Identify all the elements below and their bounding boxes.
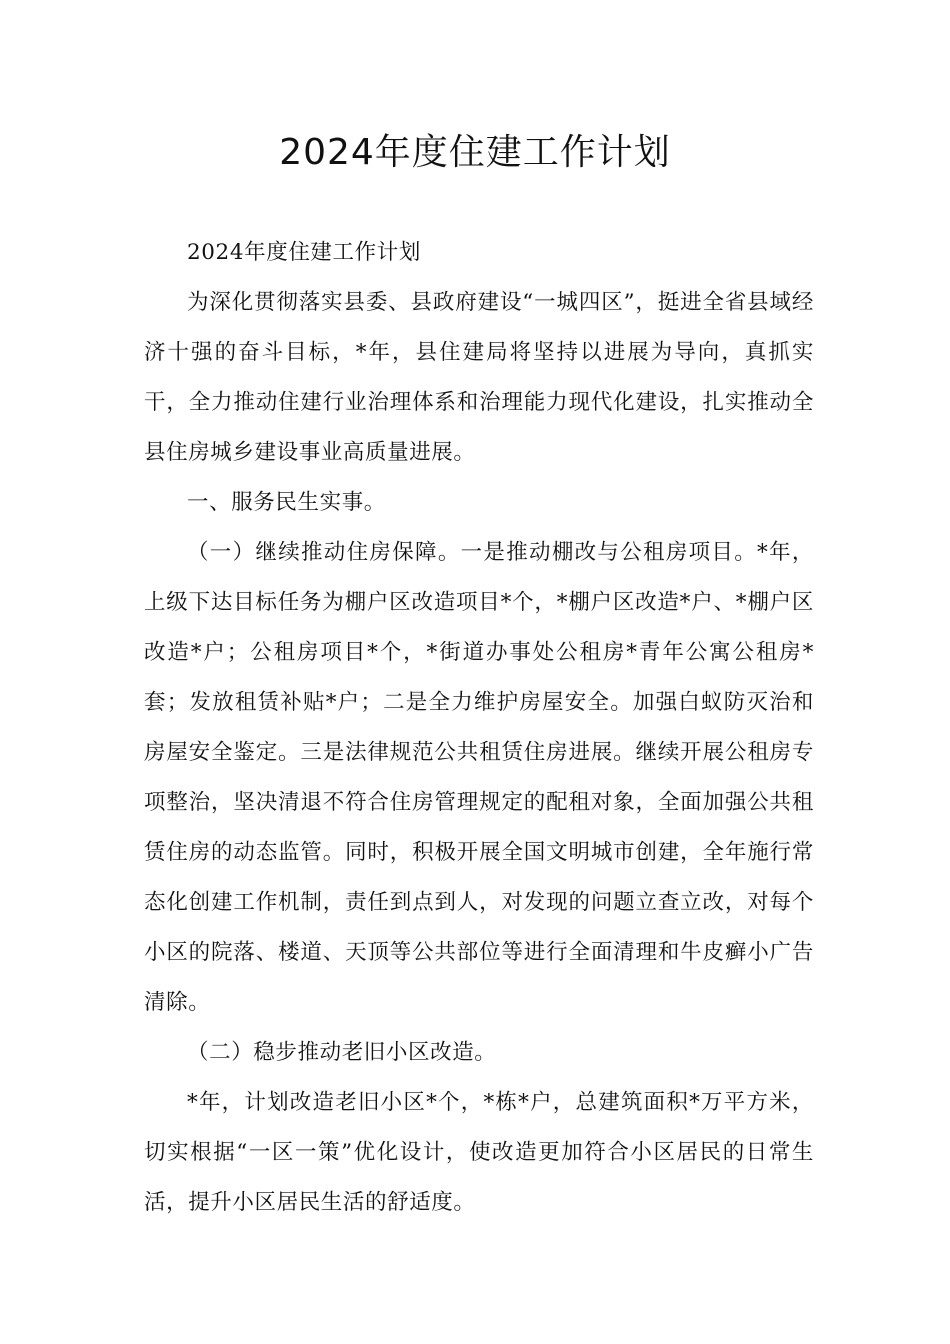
document-body [144,228,814,1228]
paragraph-subtitle: 2024年度住建工作计划 [187,240,421,265]
document-title: 2024年度住建工作计划 [279,132,671,173]
paragraph-housing-security: （一）继续推动住房保障。一是推动棚改与公租房项目。*年，上级下达目标任务为棚户区改造项目*个，*棚户区改造*户、*棚户区改造*户；公租房项目*个，*街道办事处公租房*青年公寓公租房*套；发放租赁补贴*户；二是全力维护房屋安全。加强白蚁防灭治和房屋安全鉴定。三是法律规范公共租赁住房进展。继续开展公租房专项整治，坚决清退不符合住房管理规定的配租对象，全面加强公共租赁住房的动态监管。同时，积极开展全国文明城市创建，全年施行常态化创建工作机制，责任到点到人，对发现的问题立查立改，对每个小区的院落、楼道、天顶等公共部位等进行全面清理和牛皮癣小广告清除。 [144,540,814,1015]
subsection-heading-2: （二）稳步推动老旧小区改造。 [187,1040,497,1065]
paragraph-intro: 为深化贯彻落实县委、县政府建设“一城四区”，挺进全省县域经济十强的奋斗目标，*年，县住建局将坚持以进展为导向，真抓实干，全力推动住建行业治理体系和治理能力现代化建设，扎实推动全县住房城乡建设事业高质量进展。 [144,290,814,465]
paragraph-old-community-renovation: *年，计划改造老旧小区*个，*栋*户，总建筑面积*万平方米，切实根据“一区一策”优化设计，使改造更加符合小区居民的日常生活，提升小区居民生活的舒适度。 [144,1090,814,1215]
section-heading-1: 一、服务民生实事。 [187,490,386,515]
